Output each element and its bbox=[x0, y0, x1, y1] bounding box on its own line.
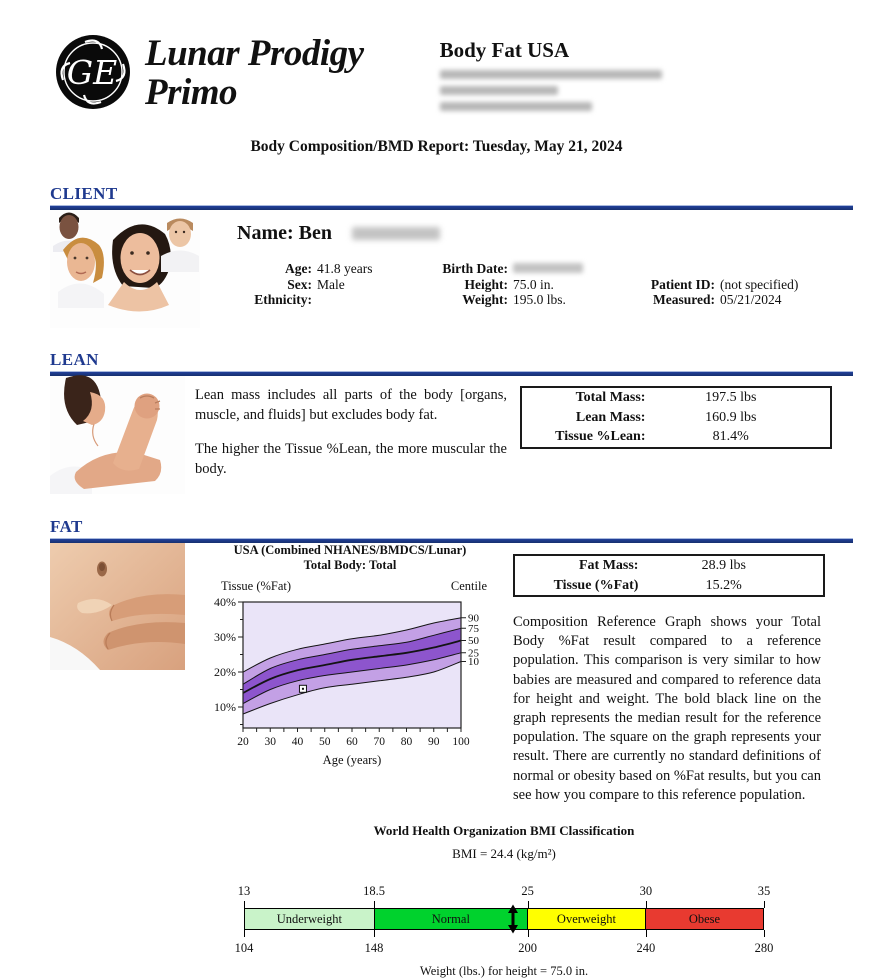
height-label: Height: bbox=[464, 276, 508, 292]
age-label: Age: bbox=[285, 261, 312, 276]
measured-label: Measured: bbox=[653, 292, 715, 307]
brand-name bbox=[145, 34, 364, 112]
centile-chart-block bbox=[209, 543, 491, 777]
bmi-segment-label: Underweight bbox=[276, 911, 342, 926]
weight-tick bbox=[764, 930, 765, 937]
lean-description bbox=[195, 386, 507, 479]
svg-text:30%: 30% bbox=[214, 630, 236, 644]
patient-id-label: Patient ID: bbox=[650, 276, 715, 292]
ge-monogram-icon bbox=[55, 34, 131, 110]
bmi-segment-label: Overweight bbox=[556, 911, 616, 926]
weight-scale-label: 280 bbox=[754, 941, 774, 956]
client-stock-photo bbox=[50, 210, 200, 328]
weight-tick bbox=[528, 930, 529, 937]
fat-results-table bbox=[513, 554, 825, 597]
fat-mass-value: 28.9 lbs bbox=[701, 558, 746, 573]
lean-mass-value: 160.9 lbs bbox=[705, 409, 757, 425]
chart-legend-title: Centile bbox=[450, 579, 487, 593]
fat-section-title: FAT bbox=[50, 517, 83, 536]
centile-chart bbox=[209, 594, 491, 772]
weight-tick bbox=[646, 930, 647, 937]
weight-scale-label: 200 bbox=[518, 941, 537, 956]
total-mass-label: Total Mass: bbox=[575, 390, 646, 405]
sex-value: Male bbox=[317, 276, 345, 292]
svg-text:70: 70 bbox=[373, 736, 385, 748]
svg-text:10%: 10% bbox=[214, 700, 236, 714]
tissue-lean-value: 81.4% bbox=[712, 429, 749, 444]
bmi-segment-label: Obese bbox=[688, 911, 721, 926]
svg-text:50: 50 bbox=[319, 736, 331, 748]
sex-label: Sex: bbox=[287, 276, 312, 292]
birthdate-label: Birth Date: bbox=[442, 261, 508, 276]
bmi-scale-label: 18.5 bbox=[363, 884, 385, 899]
ethnicity-label: Ethnicity: bbox=[254, 292, 312, 307]
bmi-title: World Health Organization BMI Classification bbox=[373, 823, 635, 839]
lean-results-table bbox=[520, 386, 832, 449]
lean-stock-photo bbox=[50, 376, 185, 494]
client-section-title: CLIENT bbox=[50, 184, 118, 203]
redacted-birthdate bbox=[513, 261, 583, 277]
total-mass-value: 197.5 lbs bbox=[705, 390, 757, 405]
svg-text:90: 90 bbox=[428, 736, 440, 748]
lean-section bbox=[50, 350, 853, 494]
bmi-scale-label: 35 bbox=[757, 884, 771, 899]
name-first: Ben bbox=[298, 222, 332, 244]
brand-line2: Primo bbox=[145, 72, 238, 113]
lean-paragraph-1: Lean mass includes all parts of the body [organs, muscle, and fluids] but excludes body fat. bbox=[195, 387, 507, 423]
bmi-tick bbox=[764, 901, 765, 908]
bmi-tick bbox=[528, 901, 529, 908]
chart-title: USA (Combined NHANES/BMDCS/Lunar) Total Body: Total bbox=[233, 543, 467, 572]
svg-text:80: 80 bbox=[400, 736, 413, 748]
bmi-segment-obese bbox=[645, 908, 764, 930]
bmi-section bbox=[0, 823, 873, 979]
report-header bbox=[0, 0, 873, 112]
bmi-segment-normal bbox=[374, 908, 528, 930]
weight-scale-label: 104 bbox=[234, 941, 254, 956]
bmi-tick bbox=[374, 901, 375, 908]
svg-text:90: 90 bbox=[468, 612, 479, 625]
tissue-lean-label: Tissue %Lean: bbox=[555, 429, 646, 444]
bmi-marker-arrow bbox=[507, 904, 520, 934]
tissue-fat-label: Tissue (%Fat) bbox=[553, 577, 639, 593]
brand-line1: Lunar Prodigy bbox=[145, 33, 364, 74]
weight-scale-label: 240 bbox=[636, 941, 656, 956]
fat-description: Composition Reference Graph shows your Total Body %Fat result compared to a reference population. This comparison is very similar to how babies are measured and compared to reference data for height and weight. The bold black line on the graph represents the median result for the reference population. The square on the graph represents your result. There are currently no standard definitions of normal or obesity based on %Fat results, but you can see how you compare to this reference population. bbox=[513, 614, 821, 803]
redacted-address-line bbox=[440, 70, 662, 79]
svg-text:100: 100 bbox=[452, 736, 470, 748]
weight-tick bbox=[374, 930, 375, 937]
lean-mass-label: Lean Mass: bbox=[575, 409, 646, 425]
chart-ylabel: Tissue (%Fat) bbox=[221, 579, 292, 593]
redacted-last-name bbox=[352, 227, 440, 240]
bmi-segment-label: Normal bbox=[431, 911, 470, 926]
bmi-value: BMI = 24.4 (kg/m²) bbox=[452, 846, 556, 862]
bmi-caption: Weight (lbs.) for height = 75.0 in. bbox=[419, 964, 589, 979]
svg-text:20: 20 bbox=[237, 736, 249, 748]
svg-text:Age (years): Age (years) bbox=[322, 753, 382, 767]
bmi-scale-label: 13 bbox=[237, 884, 251, 899]
bmi-scale-bar bbox=[234, 884, 774, 956]
bmi-scale-label: 30 bbox=[639, 884, 653, 899]
fat-stock-photo bbox=[50, 543, 185, 670]
weight-scale-label: 148 bbox=[364, 941, 384, 956]
measured-value: 05/21/2024 bbox=[720, 292, 782, 307]
age-value: 41.8 years bbox=[317, 261, 373, 276]
svg-text:20%: 20% bbox=[214, 665, 236, 679]
bmi-scale-label: 25 bbox=[521, 884, 534, 899]
patient-id-value: (not specified) bbox=[720, 276, 799, 292]
weight-value: 195.0 lbs. bbox=[513, 292, 566, 307]
bmi-segment-overweight bbox=[527, 908, 646, 930]
client-fields bbox=[237, 261, 877, 308]
redacted-address-line bbox=[440, 86, 558, 95]
bmi-segment-underweight bbox=[244, 908, 375, 930]
redacted-phone-line bbox=[440, 102, 592, 111]
svg-text:10: 10 bbox=[468, 656, 479, 668]
lean-paragraph-2: The higher the Tissue %Lean, the more muscular the body. bbox=[195, 441, 507, 477]
client-section bbox=[50, 184, 853, 328]
fat-right-column bbox=[513, 543, 821, 805]
height-value: 75.0 in. bbox=[513, 276, 554, 292]
fat-section bbox=[50, 517, 853, 805]
lean-section-title: LEAN bbox=[50, 350, 99, 369]
client-info bbox=[237, 210, 877, 308]
svg-text:60: 60 bbox=[346, 736, 358, 748]
svg-text:40%: 40% bbox=[214, 595, 236, 609]
clinic-block bbox=[440, 34, 662, 111]
svg-text:25: 25 bbox=[468, 647, 479, 660]
svg-text:GE: GE bbox=[66, 53, 118, 92]
svg-text:50: 50 bbox=[468, 635, 479, 647]
bmi-tick bbox=[244, 901, 245, 908]
svg-text:75: 75 bbox=[468, 622, 479, 635]
tissue-fat-value: 15.2% bbox=[705, 577, 742, 593]
svg-text:30: 30 bbox=[264, 736, 276, 748]
svg-text:40: 40 bbox=[291, 736, 304, 748]
client-name-line bbox=[237, 222, 877, 245]
bmi-tick bbox=[646, 901, 647, 908]
report-title: Body Composition/BMD Report: Tuesday, May 21, 2024 bbox=[250, 138, 623, 155]
weight-tick bbox=[244, 930, 245, 937]
fat-mass-label: Fat Mass: bbox=[578, 558, 639, 573]
ge-logo bbox=[55, 34, 131, 110]
name-label: Name: bbox=[237, 222, 294, 244]
weight-label: Weight: bbox=[462, 292, 508, 307]
clinic-name: Body Fat USA bbox=[439, 38, 570, 62]
